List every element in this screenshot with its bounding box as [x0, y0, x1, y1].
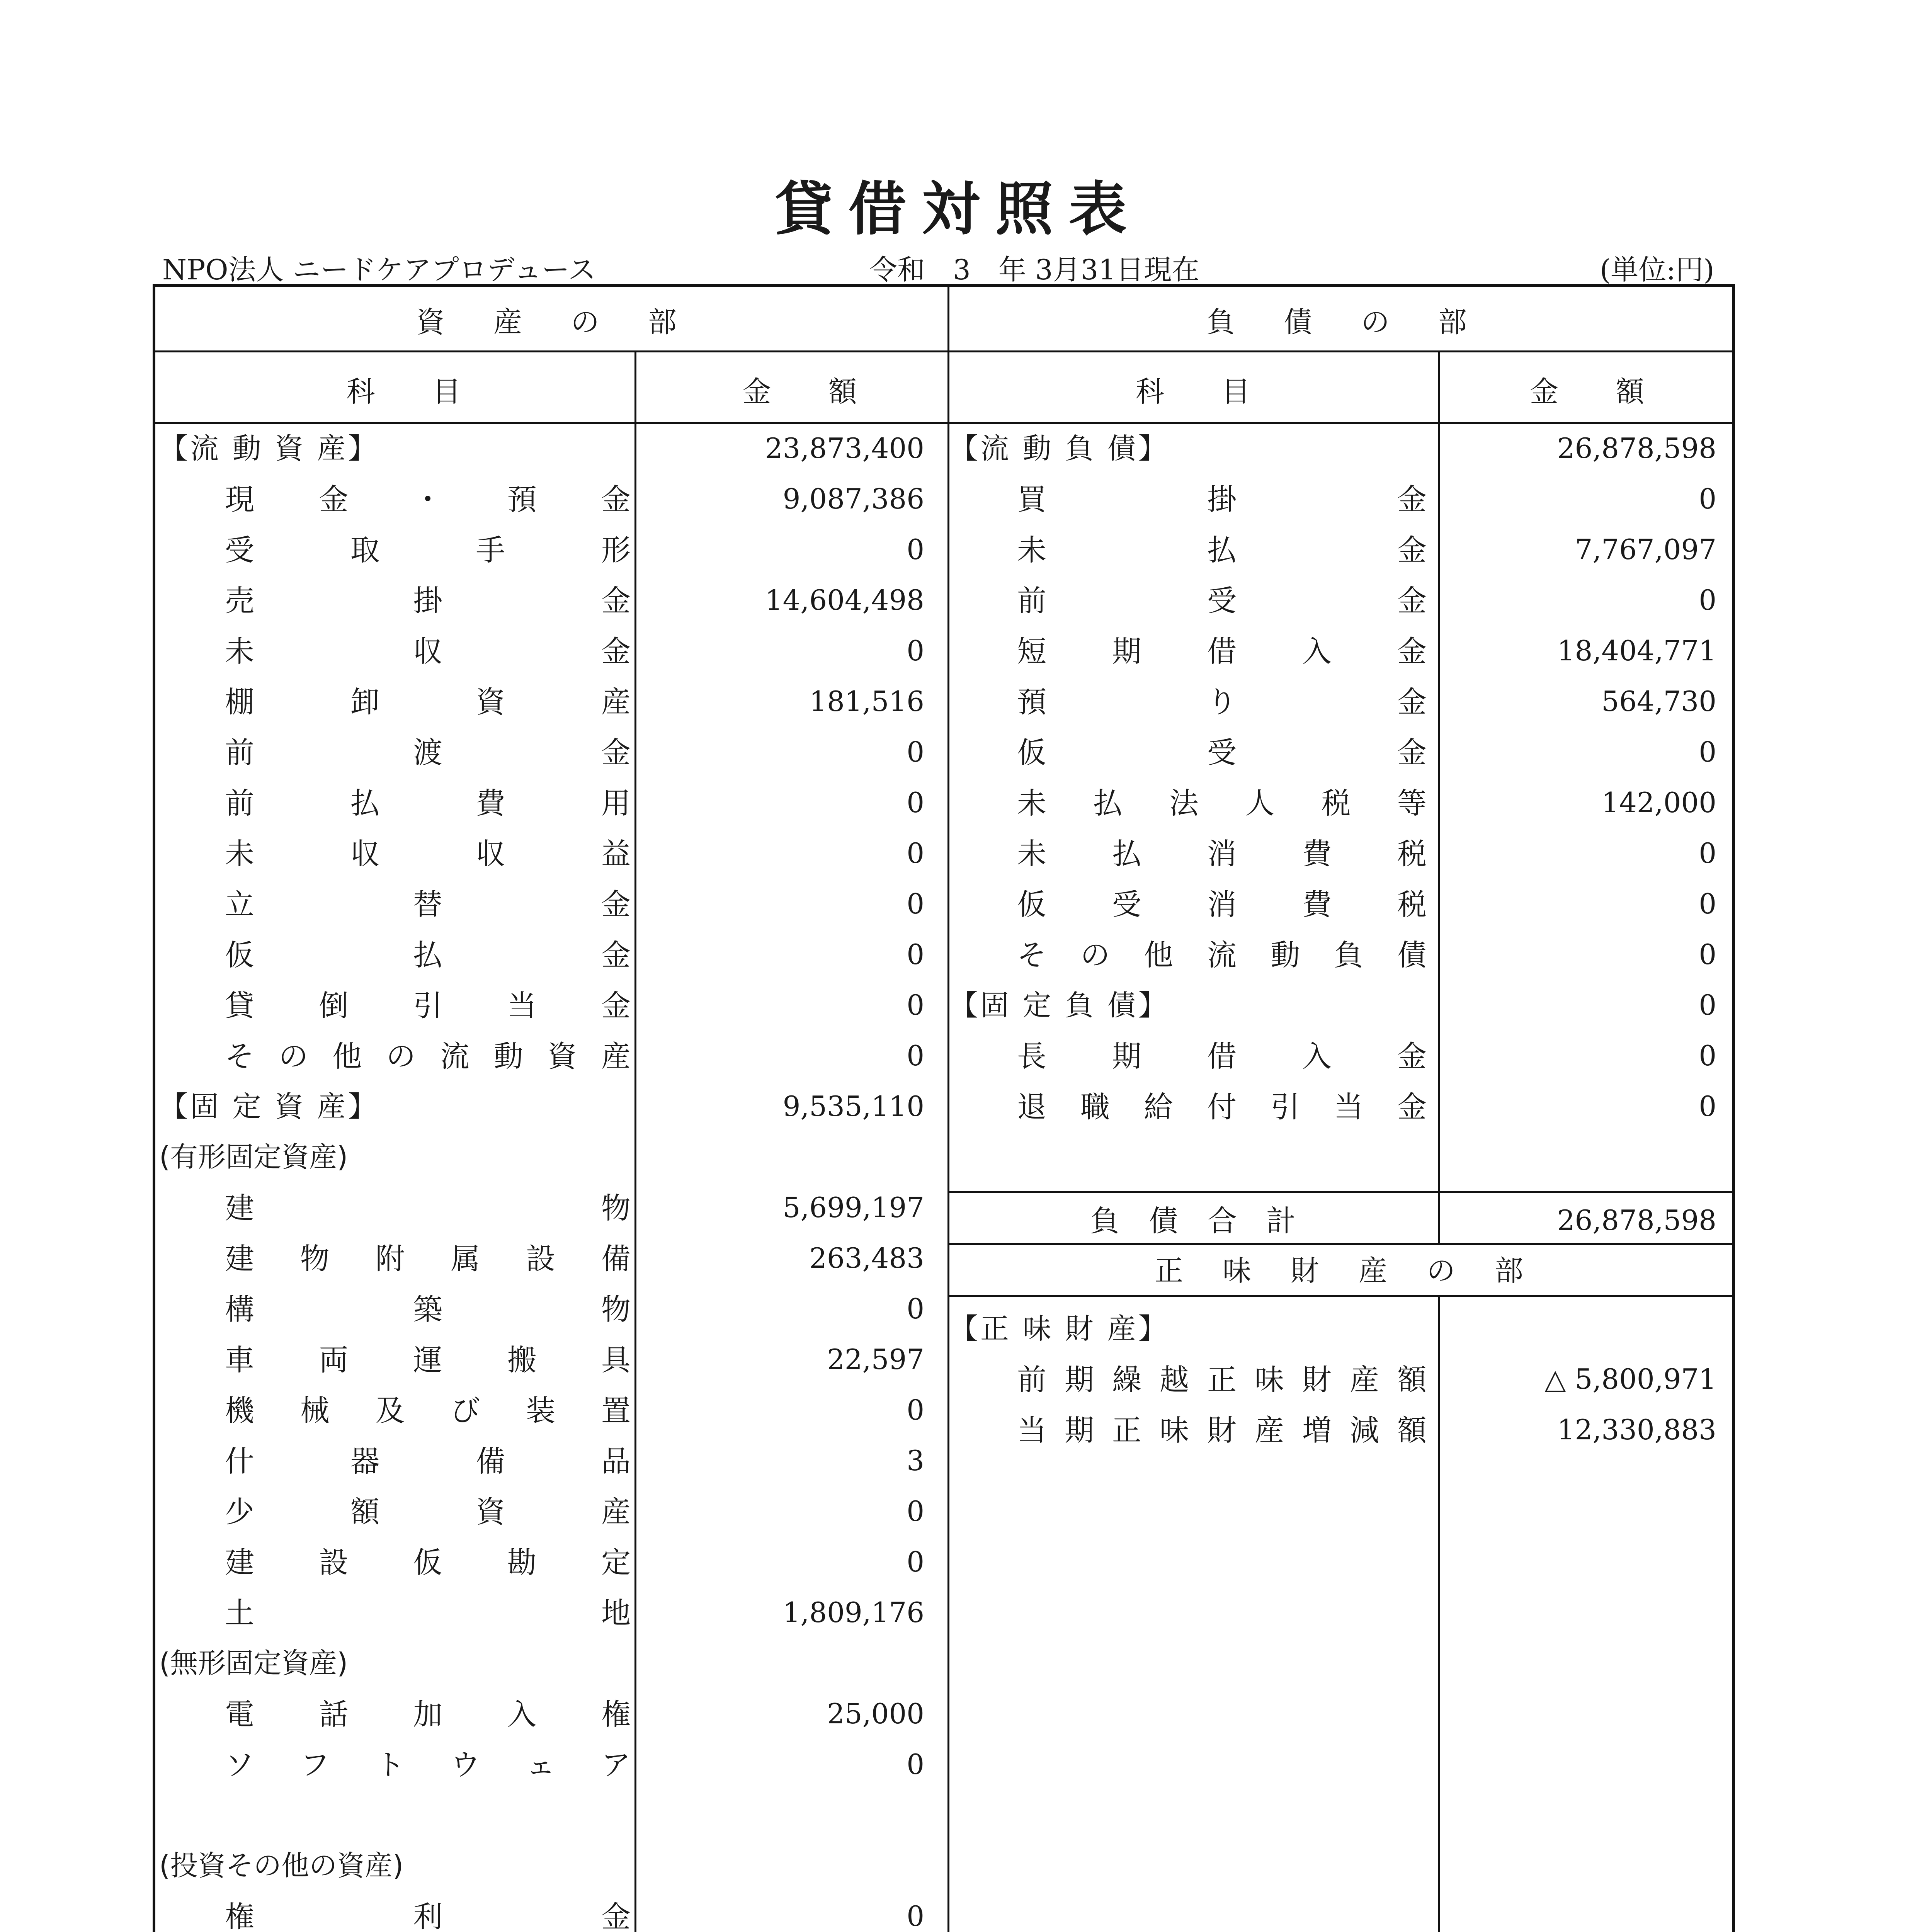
- liability-row-label: 未 払 消 費 税: [1017, 837, 1427, 871]
- asset-row-amount: 25,000: [827, 1697, 924, 1730]
- asset-row-subgroup-label: (投資その他の資産): [159, 1849, 404, 1882]
- liability-row-amount: 7,767,097: [1575, 533, 1716, 566]
- asset-row-amount: 0: [907, 634, 924, 667]
- liability-row-amount: 0: [1699, 938, 1716, 971]
- asset-row-amount: 5,699,197: [782, 1191, 924, 1224]
- asset-row-label: 構 築 物: [225, 1292, 631, 1327]
- liability-row-label: 未 払 金: [1017, 533, 1427, 567]
- liabilities-amount-header: 金 額: [1530, 375, 1644, 408]
- asset-row-amount: 23,873,400: [765, 432, 924, 464]
- liabilities-section-header: 負 債 の 部: [1206, 306, 1477, 339]
- liability-row-amount: 0: [1699, 1039, 1716, 1072]
- asset-row-label: 前 渡 金: [225, 735, 631, 770]
- asset-row-amount: 0: [907, 786, 924, 819]
- asset-row-amount: 181,516: [809, 685, 924, 718]
- liability-row-group-label: 【流 動 負 債】: [949, 432, 1169, 465]
- liability-row-amount: 0: [1699, 736, 1716, 768]
- net-asset-row-amount: 12,330,883: [1557, 1413, 1716, 1446]
- liability-row-amount: 0: [1699, 584, 1716, 616]
- liability-row-amount: 0: [1699, 989, 1716, 1021]
- asset-row-amount: 0: [907, 989, 924, 1021]
- asset-row-label: 仮 払 金: [225, 938, 631, 972]
- asset-row-subgroup-label: (有形固定資産): [159, 1141, 348, 1173]
- asset-row-label: 車 両 運 搬 具: [225, 1343, 631, 1377]
- asset-row-label: 少 額 資 産: [225, 1495, 631, 1529]
- liability-row-amount: 0: [1699, 837, 1716, 869]
- liability-row-label: 短 期 借 入 金: [1017, 634, 1427, 668]
- asset-row-label: 権 利 金: [225, 1900, 631, 1932]
- asset-row-amount: 0: [907, 1394, 924, 1426]
- liability-row-label: 仮 受 金: [1017, 735, 1427, 770]
- liabilities-total-top-line: [947, 1191, 1732, 1193]
- net-assets-header-bottom-line: [947, 1295, 1732, 1297]
- asset-row-group-label: 【流 動 資 産】: [159, 432, 379, 465]
- asset-row-subgroup-label: (無形固定資産): [159, 1647, 348, 1679]
- liability-row-amount: 18,404,771: [1557, 634, 1716, 667]
- net-asset-row-amount: △ 5,800,971: [1544, 1363, 1716, 1395]
- net-asset-group-label: 【正 味 財 産】: [949, 1312, 1169, 1345]
- asset-row-label: 売 掛 金: [225, 583, 631, 618]
- liability-row-amount: 0: [1699, 483, 1716, 515]
- asset-row-label: 受 取 手 形: [225, 533, 631, 567]
- liability-row-label: 退 職 給 付 引 当 金: [1017, 1090, 1427, 1124]
- asset-row-label: 建 設 仮 勘 定: [225, 1545, 631, 1580]
- asset-row-amount: 14,604,498: [765, 584, 924, 616]
- center-divider-line: [947, 287, 949, 1932]
- page-title: 貸借対照表: [775, 175, 1142, 243]
- balance-sheet-table: [153, 284, 1735, 1932]
- liabilities-total-amount: 26,878,598: [1557, 1204, 1716, 1236]
- assets-section-header: 資 産 の 部: [416, 306, 687, 339]
- column-header-divider-line: [155, 422, 1732, 424]
- asset-row-label: 什 器 備 品: [225, 1444, 631, 1478]
- liability-row-amount: 0: [1699, 1090, 1716, 1122]
- asset-row-label: 立 替 金: [225, 887, 631, 922]
- organization-name: NPO法人 ニードケアプロデュース: [162, 253, 596, 286]
- asset-row-label: ソ フ ト ウ ェ ア: [225, 1748, 631, 1782]
- asset-row-amount: 3: [907, 1444, 924, 1477]
- liability-row-group-label: 【固 定 負 債】: [949, 989, 1169, 1022]
- net-asset-row-label: 前 期 繰 越 正 味 財 産 額: [1017, 1362, 1427, 1397]
- liability-row-amount: 26,878,598: [1557, 432, 1716, 464]
- asset-row-label: 現 金 ・ 預 金: [225, 482, 631, 517]
- liabilities-subject-header: 科 目: [1136, 375, 1250, 408]
- section-divider-line: [155, 350, 1732, 352]
- net-assets-section-header: 正 味 財 産 の 部: [1155, 1254, 1529, 1287]
- asset-row-amount: 0: [907, 1495, 924, 1527]
- asset-row-label: 棚 卸 資 産: [225, 685, 631, 719]
- asset-row-amount: 0: [907, 1900, 924, 1932]
- liability-row-label: 仮 受 消 費 税: [1017, 887, 1427, 922]
- asset-row-amount: 9,535,110: [782, 1090, 924, 1122]
- liability-row-label: 預 り 金: [1017, 685, 1427, 719]
- liability-row-label: 買 掛 金: [1017, 482, 1427, 517]
- assets-subject-header: 科 目: [346, 375, 461, 408]
- asset-row-label: 未 収 収 益: [225, 837, 631, 871]
- liability-row-amount: 564,730: [1601, 685, 1716, 718]
- asset-row-amount: 0: [907, 938, 924, 971]
- asset-row-amount: 0: [907, 1039, 924, 1072]
- asset-row-label: 電 話 加 入 権: [225, 1697, 631, 1731]
- asset-row-amount: 22,597: [827, 1343, 924, 1376]
- net-assets-amount-column-line: [1438, 1295, 1440, 1932]
- asset-row-amount: 0: [907, 888, 924, 920]
- asset-row-label: 建 物 附 属 設 備: [225, 1242, 631, 1276]
- asset-row-amount: 0: [907, 1546, 924, 1578]
- liabilities-total-label: 負 債 合 計: [1090, 1204, 1296, 1238]
- asset-row-label: 前 払 費 用: [225, 786, 631, 820]
- liability-row-amount: 0: [1699, 888, 1716, 920]
- asset-row-label: 建 物: [225, 1191, 631, 1225]
- liabilities-amount-column-line: [1438, 350, 1440, 1243]
- asset-row-amount: 0: [907, 837, 924, 869]
- asset-row-amount: 1,809,176: [782, 1596, 924, 1629]
- liability-row-label: 未 払 法 人 税 等: [1017, 786, 1427, 820]
- asset-row-label: そ の 他 の 流 動 資 産: [225, 1039, 631, 1073]
- asset-row-label: 機 械 及 び 装 置: [225, 1393, 631, 1428]
- assets-amount-header: 金 額: [742, 375, 857, 408]
- asset-row-label: 未 収 金: [225, 634, 631, 668]
- assets-amount-column-line: [634, 350, 636, 1932]
- asset-row-amount: 0: [907, 736, 924, 768]
- net-asset-row-label: 当 期 正 味 財 産 増 減 額: [1017, 1413, 1427, 1447]
- asset-row-amount: 0: [907, 1293, 924, 1325]
- report-date: 令和 3 年 3月31日現在: [869, 253, 1200, 286]
- liability-row-amount: 142,000: [1601, 786, 1716, 819]
- asset-row-amount: 0: [907, 1748, 924, 1781]
- liability-row-label: そ の 他 流 動 負 債: [1017, 938, 1427, 972]
- liability-row-label: 前 受 金: [1017, 583, 1427, 618]
- asset-row-group-label: 【固 定 資 産】: [159, 1090, 379, 1123]
- asset-row-label: 貸 倒 引 当 金: [225, 988, 631, 1023]
- unit-label: (単位:円): [1600, 253, 1715, 286]
- liability-row-label: 長 期 借 入 金: [1017, 1039, 1427, 1073]
- asset-row-amount: 9,087,386: [782, 483, 924, 515]
- asset-row-amount: 263,483: [809, 1242, 924, 1274]
- net-assets-header-top-line: [947, 1243, 1732, 1245]
- asset-row-label: 土 地: [225, 1596, 631, 1630]
- asset-row-amount: 0: [907, 533, 924, 566]
